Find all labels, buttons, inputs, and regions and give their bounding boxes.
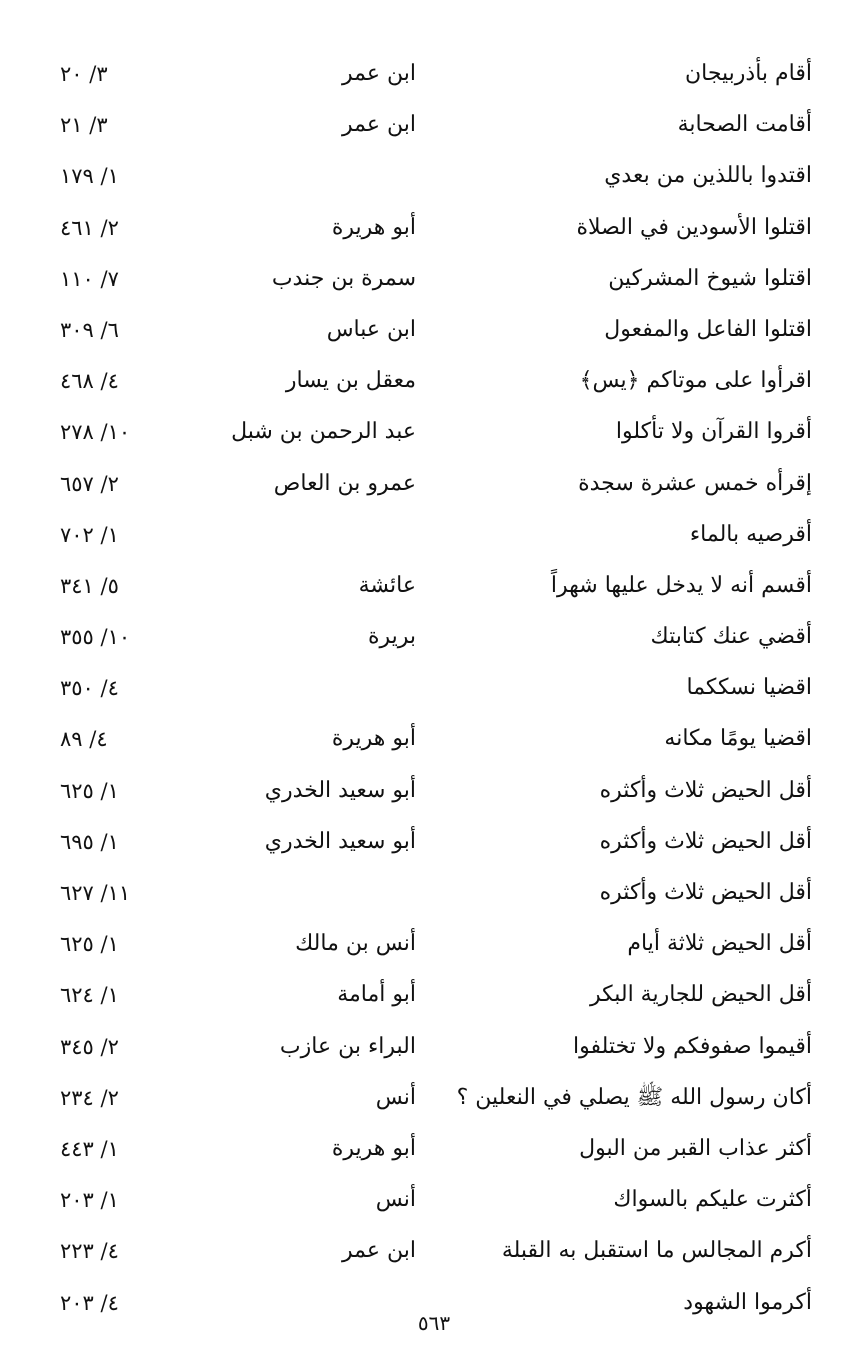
volume-page-ref: ٤/ ٨٩ xyxy=(60,727,108,752)
hadith-text: اقضيا نسككما xyxy=(686,675,812,701)
hadith-text: أقل الحيض ثلاثة أيام xyxy=(627,931,812,957)
narrator-name: ابن عمر xyxy=(342,112,416,138)
hadith-text: أكان رسول الله ﷺ يصلي في النعلين ؟ xyxy=(456,1084,812,1110)
hadith-index-table xyxy=(0,50,868,1330)
volume-page-ref: ١٠/ ٢٧٨ xyxy=(60,420,131,445)
volume-page-ref: ١/ ١٧٩ xyxy=(60,164,119,189)
hadith-text: اقتلوا الفاعل والمفعول xyxy=(604,316,812,342)
index-row xyxy=(0,306,868,357)
index-row xyxy=(0,1227,868,1278)
volume-page-ref: ٤/ ٤٦٨ xyxy=(60,369,119,394)
hadith-text: أكثرت عليكم بالسواك xyxy=(613,1187,812,1213)
volume-page-ref: ٢/ ٢٣٤ xyxy=(60,1085,119,1110)
index-row xyxy=(0,50,868,101)
hadith-text: أكرموا الشهود xyxy=(683,1289,812,1315)
hadith-text: أقروا القرآن ولا تأكلوا xyxy=(615,419,812,445)
index-row xyxy=(0,767,868,818)
volume-page-ref: ٤/ ٢٠٣ xyxy=(60,1290,119,1315)
hadith-text: أكثر عذاب القبر من البول xyxy=(579,1135,812,1161)
hadith-text: أقرصيه بالماء xyxy=(689,521,812,547)
volume-page-ref: ٣/ ٢٠ xyxy=(60,62,108,86)
volume-page-ref: ١/ ٦٢٥ xyxy=(60,778,119,803)
narrator-name: أبو هريرة xyxy=(331,726,416,752)
volume-page-ref: ٢/ ٦٥٧ xyxy=(60,471,119,496)
narrator-name: أبو هريرة xyxy=(331,214,416,240)
volume-page-ref: ٤/ ٣٥٠ xyxy=(60,676,119,701)
narrator-name: عمرو بن العاص xyxy=(273,470,416,496)
volume-page-ref: ١/ ٦٢٤ xyxy=(60,983,119,1008)
narrator-name: أبو سعيد الخدري xyxy=(264,777,416,803)
hadith-text: أقام بأذربيجان xyxy=(684,61,812,86)
hadith-text: اقرأوا على موتاكم ﴿يس﴾ xyxy=(579,368,812,394)
volume-page-ref: ١/ ٦٢٥ xyxy=(60,932,119,957)
hadith-text: أقيموا صفوفكم ولا تختلفوا xyxy=(573,1033,812,1059)
narrator-name: أنس بن مالك xyxy=(295,931,416,957)
volume-page-ref: ١/ ٧٠٢ xyxy=(60,522,119,547)
volume-page-ref: ٢/ ٣٤٥ xyxy=(60,1034,119,1059)
index-row xyxy=(0,357,868,408)
index-row xyxy=(0,152,868,203)
narrator-name: ابن عباس xyxy=(326,316,416,342)
index-row xyxy=(0,664,868,715)
index-row xyxy=(0,1023,868,1074)
index-row xyxy=(0,1176,868,1227)
narrator-name: عائشة xyxy=(358,572,416,598)
narrator-name: أبو أمامة xyxy=(337,982,416,1008)
index-row xyxy=(0,920,868,971)
hadith-text: اقتلوا شيوخ المشركين xyxy=(608,265,812,291)
index-row xyxy=(0,1125,868,1176)
hadith-text: أقل الحيض ثلاث وأكثره xyxy=(599,828,812,854)
volume-page-ref: ٢/ ٤٦١ xyxy=(60,215,119,240)
index-row xyxy=(0,971,868,1022)
index-row xyxy=(0,1074,868,1125)
narrator-name: أنس xyxy=(375,1084,416,1110)
index-row xyxy=(0,613,868,664)
volume-page-ref: ٥/ ٣٤١ xyxy=(60,573,119,598)
hadith-text: أقل الحيض ثلاث وأكثره xyxy=(599,777,812,803)
hadith-text: إقرأه خمس عشرة سجدة xyxy=(578,470,812,496)
page-number: ٥٦٣ xyxy=(417,1311,451,1335)
narrator-name: معقل بن يسار xyxy=(285,368,416,394)
index-row xyxy=(0,511,868,562)
narrator-name: أبو سعيد الخدري xyxy=(264,828,416,854)
index-row xyxy=(0,460,868,511)
hadith-text: أقل الحيض للجارية البكر xyxy=(589,982,812,1008)
hadith-text: أكرم المجالس ما استقبل به القبلة xyxy=(501,1238,812,1264)
narrator-name: البراء بن عازب xyxy=(279,1033,416,1059)
index-row xyxy=(0,101,868,152)
index-row xyxy=(0,204,868,255)
volume-page-ref: ١/ ٢٠٣ xyxy=(60,1188,119,1213)
volume-page-ref: ١/ ٦٩٥ xyxy=(60,829,119,854)
index-row xyxy=(0,562,868,613)
volume-page-ref: ١١/ ٦٢٧ xyxy=(60,881,131,905)
hadith-text: أقضي عنك كتابتك xyxy=(650,624,812,650)
volume-page-ref: ١٠/ ٣٥٥ xyxy=(60,625,131,650)
narrator-name: عبد الرحمن بن شبل xyxy=(231,419,416,445)
hadith-text: اقتلوا الأسودين في الصلاة xyxy=(576,214,812,240)
index-row xyxy=(0,818,868,869)
volume-page-ref: ٤/ ٢٢٣ xyxy=(60,1239,119,1264)
volume-page-ref: ٣/ ٢١ xyxy=(60,113,108,138)
hadith-text: أقل الحيض ثلاث وأكثره xyxy=(599,880,812,905)
index-row xyxy=(0,869,868,920)
volume-page-ref: ٦/ ٣٠٩ xyxy=(60,317,119,342)
narrator-name: ابن عمر xyxy=(342,61,416,86)
index-row xyxy=(0,715,868,766)
hadith-text: اقتدوا باللذين من بعدي xyxy=(604,163,812,189)
volume-page-ref: ١/ ٤٤٣ xyxy=(60,1136,119,1161)
hadith-text: أقسم أنه لا يدخل عليها شهراً xyxy=(550,572,812,598)
narrator-name: أبو هريرة xyxy=(331,1135,416,1161)
narrator-name: سمرة بن جندب xyxy=(271,265,416,291)
narrator-name: أنس xyxy=(375,1187,416,1213)
index-row xyxy=(0,408,868,459)
index-row xyxy=(0,255,868,306)
hadith-text: اقضيا يومًا مكانه xyxy=(664,726,812,752)
hadith-text: أقامت الصحابة xyxy=(677,112,812,138)
narrator-name: ابن عمر xyxy=(342,1238,416,1264)
volume-page-ref: ٧/ ١١٠ xyxy=(60,266,119,291)
narrator-name: بريرة xyxy=(367,624,416,650)
